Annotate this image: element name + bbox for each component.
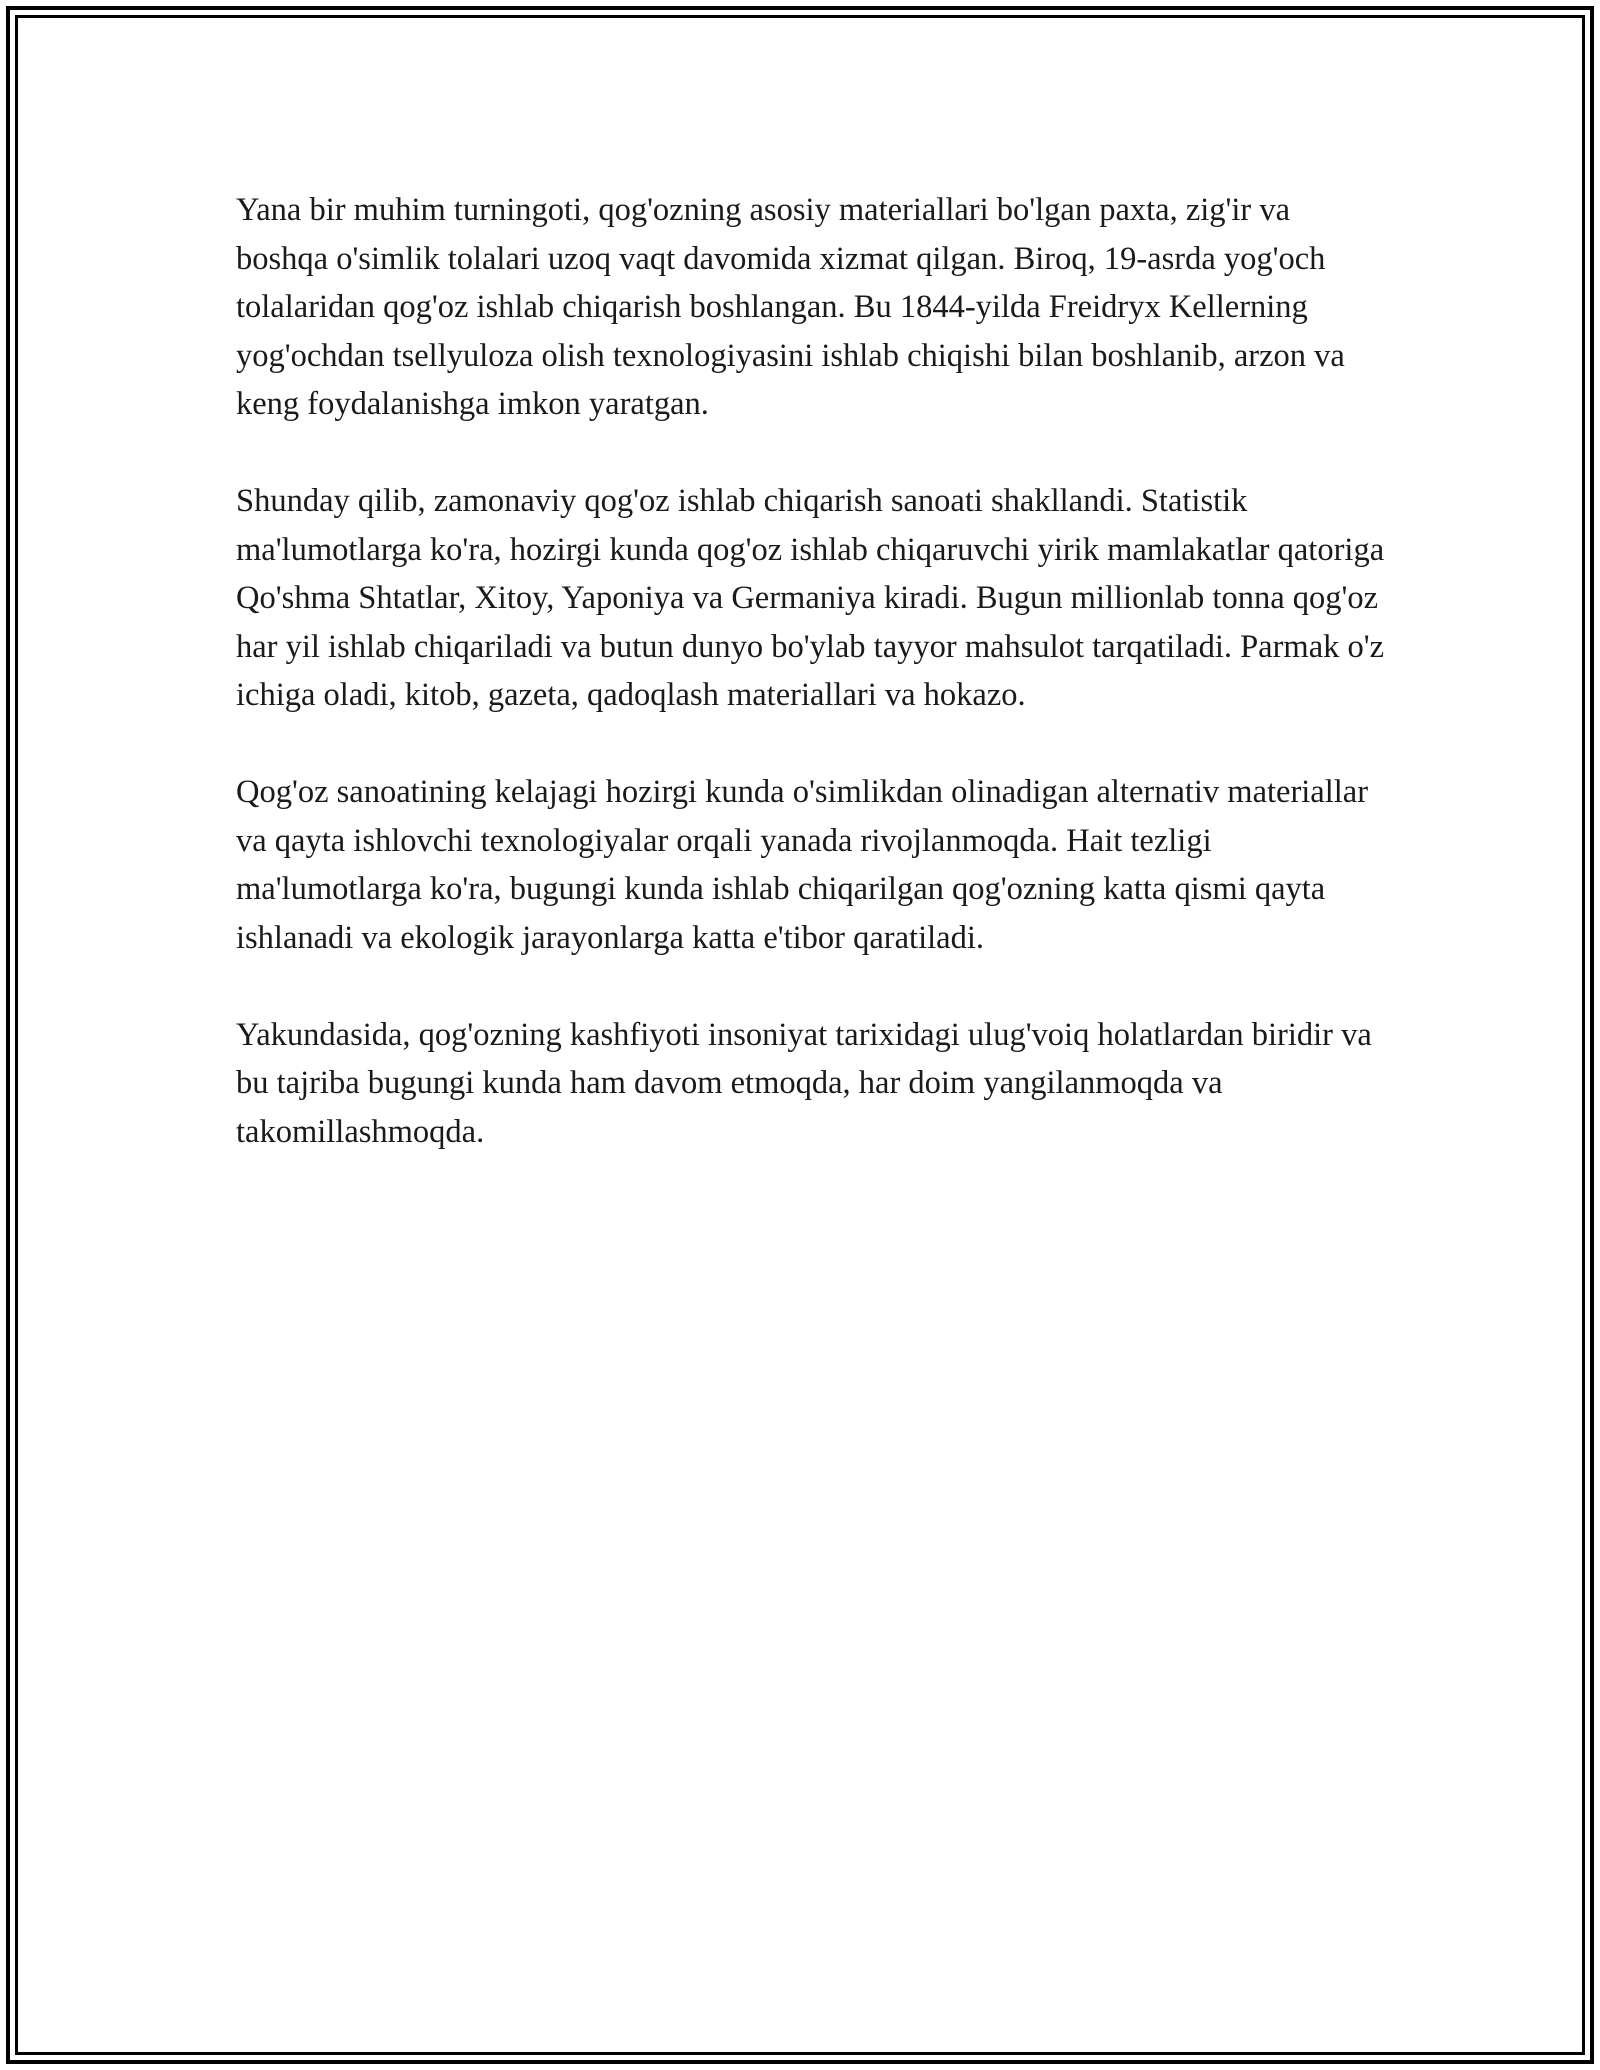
paragraph-2: Shunday qilib, zamonaviy qog'oz ishlab chiqarish sanoati shakllandi. Statistik ma'lumotlarga ko'ra, hozirgi kunda qog'oz ishlab chiqaruvchi yirik mamlakatlar qatoriga Qo'shma Shtatlar, Xitoy, Yaponiya va Germaniya kiradi. Bugun millionlab tonna qog'oz har yil ishlab chiqariladi va butun dunyo bo'ylab tayyor mahsulot tarqatiladi. Parmak o'z ichiga oladi, kitob, gazeta, qadoqlash materiallari va hokazo. bbox=[236, 483, 1385, 713]
paragraph-1: Yana bir muhim turningoti, qog'ozning asosiy materiallari bo'lgan paxta, zig'ir va boshqa o'simlik tolalari uzoq vaqt davomida xizmat qilgan. Biroq, 19-asrda yog'och tolalaridan qog'oz ishlab chiqarish boshlangan. Bu 1844-yilda Freidryx Kellerning yog'ochdan tsellyuloza olish texnologiyasini ishlab chiqishi bilan boshlanib, arzon va keng foydalanishga imkon yaratgan. bbox=[236, 192, 1345, 422]
paragraph-3: Qog'oz sanoatining kelajagi hozirgi kunda o'simlikdan olinadigan alternativ materiallar va qayta ishlovchi texnologiyalar orqali yanada rivojlanmoqda. Hait tezligi ma'lumotlarga ko'ra, bugungi kunda ishlab chiqarilgan qog'ozning katta qismi qayta ishlanadi va ekologik jarayonlarga katta e'tibor qaratiladi. bbox=[236, 774, 1369, 956]
paragraph-4: Yakundasida, qog'ozning kashfiyoti insoniyat tarixidagi ulug'voiq holatlardan biridir va bu tajriba bugungi kunda ham davom etmoqda, har doim yangilanmoqda va takomillashmoqda. bbox=[236, 1016, 1372, 1150]
document-body bbox=[236, 186, 1386, 1205]
